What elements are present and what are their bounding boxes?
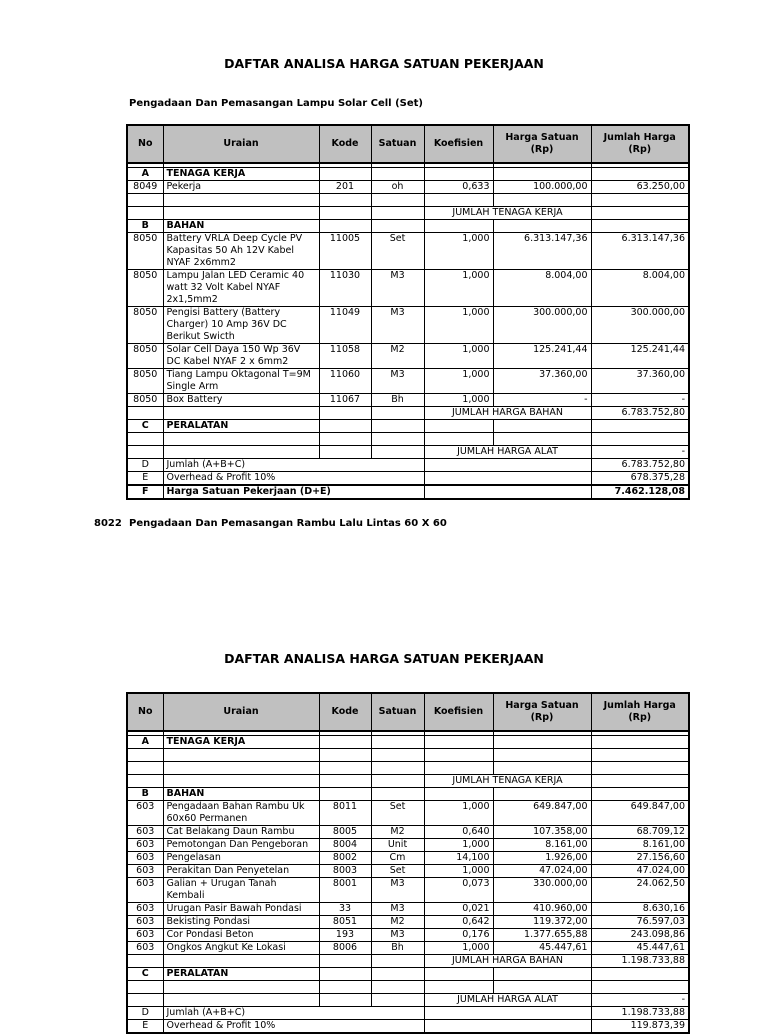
row-jumlah-harga: 27.156,60 xyxy=(591,852,689,865)
row-koefisien: 1,000 xyxy=(424,307,493,344)
row-kode: 11067 xyxy=(319,394,371,407)
subtotal-labor-label: JUMLAH TENAGA KERJA xyxy=(424,775,591,788)
table-row xyxy=(127,307,689,344)
subtotal-material-value: 6.783.752,80 xyxy=(591,407,689,420)
row-jumlah-harga: 68.709,12 xyxy=(591,826,689,839)
row-uraian: Pekerja xyxy=(163,181,319,194)
sheet1-title: DAFTAR ANALISA HARGA SATUAN PEKERJAAN xyxy=(224,56,544,71)
row-harga-satuan: 410.960,00 xyxy=(493,903,591,916)
row-jumlah-harga: 24.062,50 xyxy=(591,878,689,903)
subtotal-material-row xyxy=(127,407,689,420)
table-row xyxy=(127,878,689,903)
row-kode: 201 xyxy=(319,181,371,194)
row-kode: 8005 xyxy=(319,826,371,839)
row-jumlah-harga: 8.630,16 xyxy=(591,903,689,916)
col-header-kode: Kode xyxy=(319,693,371,731)
col-header-no: No xyxy=(127,125,163,163)
total-d-value: 6.783.752,80 xyxy=(591,459,689,472)
section-c-no: C xyxy=(127,420,163,433)
row-koefisien: 14,100 xyxy=(424,852,493,865)
row-koefisien: 0,642 xyxy=(424,916,493,929)
row-jumlah-harga: 649.847,00 xyxy=(591,801,689,826)
table-row xyxy=(127,942,689,955)
sheet2-caption xyxy=(94,518,447,529)
table-row xyxy=(127,394,689,407)
subtotal-labor-row xyxy=(127,775,689,788)
section-a-no: A xyxy=(127,168,163,181)
table-row xyxy=(127,929,689,942)
section-b-row xyxy=(127,220,689,233)
table-row xyxy=(127,344,689,369)
row-jumlah-harga: 45.447,61 xyxy=(591,942,689,955)
section-b-label: BAHAN xyxy=(163,220,319,233)
row-koefisien: 0,073 xyxy=(424,878,493,903)
table-row xyxy=(127,839,689,852)
table-header-row xyxy=(127,693,689,731)
subtotal-equipment-row xyxy=(127,994,689,1007)
row-no: 8050 xyxy=(127,394,163,407)
row-satuan: Bh xyxy=(371,394,424,407)
row-satuan: Bh xyxy=(371,942,424,955)
section-a-row xyxy=(127,168,689,181)
table-header-row xyxy=(127,125,689,163)
total-d-no: D xyxy=(127,459,163,472)
row-kode: 8051 xyxy=(319,916,371,929)
row-jumlah-harga: 76.597,03 xyxy=(591,916,689,929)
row-harga-satuan: 649.847,00 xyxy=(493,801,591,826)
col-header-koefisien: Koefisien xyxy=(424,125,493,163)
row-harga-satuan: 6.313.147,36 xyxy=(493,233,591,270)
row-no: 8050 xyxy=(127,369,163,394)
sheet2-caption-text: Pengadaan Dan Pemasangan Rambu Lalu Lintas 60 X 60 xyxy=(129,518,447,529)
row-kode: 8002 xyxy=(319,852,371,865)
row-uraian: Pengelasan xyxy=(163,852,319,865)
row-satuan: M2 xyxy=(371,826,424,839)
row-no: 8050 xyxy=(127,270,163,307)
row-kode: 11060 xyxy=(319,369,371,394)
row-koefisien: 0,021 xyxy=(424,903,493,916)
section-b-no: B xyxy=(127,220,163,233)
row-kode: 8004 xyxy=(319,839,371,852)
row-uraian: Bekisting Pondasi xyxy=(163,916,319,929)
row-uraian: Urugan Pasir Bawah Pondasi xyxy=(163,903,319,916)
section-c-label: PERALATAN xyxy=(163,968,319,981)
section-a-label: TENAGA KERJA xyxy=(163,168,319,181)
section-a-row xyxy=(127,736,689,749)
table-row xyxy=(127,865,689,878)
row-kode: 11058 xyxy=(319,344,371,369)
col-header-koefisien: Koefisien xyxy=(424,693,493,731)
section-a-label: TENAGA KERJA xyxy=(163,736,319,749)
overhead-e-no: E xyxy=(127,472,163,486)
section-b-row xyxy=(127,788,689,801)
row-no: 603 xyxy=(127,852,163,865)
row-harga-satuan: 1.377.655,88 xyxy=(493,929,591,942)
row-koefisien: 0,176 xyxy=(424,929,493,942)
sheet2-title: DAFTAR ANALISA HARGA SATUAN PEKERJAAN xyxy=(224,651,544,666)
row-koefisien: 1,000 xyxy=(424,344,493,369)
row-no: 603 xyxy=(127,826,163,839)
table-row xyxy=(127,916,689,929)
col-header-jumlah-harga: Jumlah Harga (Rp) xyxy=(591,125,689,163)
row-no: 8050 xyxy=(127,307,163,344)
row-jumlah-harga: 8.161,00 xyxy=(591,839,689,852)
row-no: 8050 xyxy=(127,344,163,369)
row-jumlah-harga: 63.250,00 xyxy=(591,181,689,194)
row-koefisien: 1,000 xyxy=(424,839,493,852)
row-harga-satuan: 100.000,00 xyxy=(493,181,591,194)
overhead-e-row xyxy=(127,472,689,486)
overhead-e-label: Overhead & Profit 10% xyxy=(163,472,424,486)
sheet2-analysis-table xyxy=(126,692,690,1034)
row-koefisien: 1,000 xyxy=(424,942,493,955)
total-d-row xyxy=(127,1007,689,1020)
row-no: 603 xyxy=(127,801,163,826)
table-row xyxy=(127,233,689,270)
col-header-uraian: Uraian xyxy=(163,693,319,731)
row-jumlah-harga: - xyxy=(591,394,689,407)
sheet1-analysis-table xyxy=(126,124,690,500)
total-d-no: D xyxy=(127,1007,163,1020)
row-uraian: Battery VRLA Deep Cycle PV Kapasitas 50 Ah 12V Kabel NYAF 2x6mm2 xyxy=(163,233,319,270)
subtotal-material-label: JUMLAH HARGA BAHAN xyxy=(424,955,591,968)
row-uraian: Solar Cell Daya 150 Wp 36V DC Kabel NYAF 2 x 6mm2 xyxy=(163,344,319,369)
row-koefisien: 0,633 xyxy=(424,181,493,194)
row-koefisien: 0,640 xyxy=(424,826,493,839)
row-no: 603 xyxy=(127,916,163,929)
section-c-row xyxy=(127,968,689,981)
row-uraian: Ongkos Angkut Ke Lokasi xyxy=(163,942,319,955)
table-row xyxy=(127,369,689,394)
overhead-e-label: Overhead & Profit 10% xyxy=(163,1020,424,1034)
col-header-harga-satuan: Harga Satuan (Rp) xyxy=(493,693,591,731)
row-satuan: M2 xyxy=(371,916,424,929)
section-c-no: C xyxy=(127,968,163,981)
row-uraian: Pengadaan Bahan Rambu Uk 60x60 Permanen xyxy=(163,801,319,826)
row-jumlah-harga: 47.024,00 xyxy=(591,865,689,878)
subtotal-material-value: 1.198.733,88 xyxy=(591,955,689,968)
subtotal-material-row xyxy=(127,955,689,968)
table-row xyxy=(127,852,689,865)
row-kode: 11049 xyxy=(319,307,371,344)
row-uraian: Cor Pondasi Beton xyxy=(163,929,319,942)
table-row xyxy=(127,270,689,307)
subtotal-equipment-row xyxy=(127,446,689,459)
section-b-label: BAHAN xyxy=(163,788,319,801)
row-satuan: M3 xyxy=(371,307,424,344)
unit-price-f-no: F xyxy=(127,485,163,499)
col-header-no: No xyxy=(127,693,163,731)
subtotal-equipment-value: - xyxy=(591,994,689,1007)
row-satuan: Set xyxy=(371,801,424,826)
row-satuan: M3 xyxy=(371,929,424,942)
row-kode: 8006 xyxy=(319,942,371,955)
col-header-satuan: Satuan xyxy=(371,125,424,163)
row-uraian: Perakitan Dan Penyetelan xyxy=(163,865,319,878)
total-d-value: 1.198.733,88 xyxy=(591,1007,689,1020)
row-uraian: Lampu Jalan LED Ceramic 40 watt 32 Volt Kabel NYAF 2x1,5mm2 xyxy=(163,270,319,307)
row-harga-satuan: 300.000,00 xyxy=(493,307,591,344)
row-koefisien: 1,000 xyxy=(424,369,493,394)
row-koefisien: 1,000 xyxy=(424,270,493,307)
row-no: 8050 xyxy=(127,233,163,270)
row-kode: 33 xyxy=(319,903,371,916)
unit-price-f-label: Harga Satuan Pekerjaan (D+E) xyxy=(163,485,424,499)
sheet2-caption-code: 8022 xyxy=(94,518,122,529)
overhead-e-no: E xyxy=(127,1020,163,1034)
section-c-label: PERALATAN xyxy=(163,420,319,433)
row-satuan: Unit xyxy=(371,839,424,852)
overhead-e-row xyxy=(127,1020,689,1034)
row-kode: 11030 xyxy=(319,270,371,307)
row-harga-satuan: 107.358,00 xyxy=(493,826,591,839)
row-jumlah-harga: 6.313.147,36 xyxy=(591,233,689,270)
row-jumlah-harga: 8.004,00 xyxy=(591,270,689,307)
row-jumlah-harga: 243.098,86 xyxy=(591,929,689,942)
table-row xyxy=(127,826,689,839)
row-uraian: Cat Belakang Daun Rambu xyxy=(163,826,319,839)
subtotal-equipment-label: JUMLAH HARGA ALAT xyxy=(424,994,591,1007)
row-satuan: M3 xyxy=(371,878,424,903)
total-d-label: Jumlah (A+B+C) xyxy=(163,459,424,472)
row-satuan: M3 xyxy=(371,270,424,307)
col-header-kode: Kode xyxy=(319,125,371,163)
row-uraian: Tiang Lampu Oktagonal T=9M Single Arm xyxy=(163,369,319,394)
row-jumlah-harga: 37.360,00 xyxy=(591,369,689,394)
row-koefisien: 1,000 xyxy=(424,233,493,270)
row-jumlah-harga: 300.000,00 xyxy=(591,307,689,344)
subtotal-labor-row xyxy=(127,207,689,220)
subtotal-equipment-value: - xyxy=(591,446,689,459)
col-header-satuan: Satuan xyxy=(371,693,424,731)
row-no: 603 xyxy=(127,839,163,852)
row-koefisien: 1,000 xyxy=(424,394,493,407)
col-header-jumlah-harga: Jumlah Harga (Rp) xyxy=(591,693,689,731)
row-harga-satuan: 47.024,00 xyxy=(493,865,591,878)
table-row xyxy=(127,801,689,826)
row-satuan: oh xyxy=(371,181,424,194)
section-c-row xyxy=(127,420,689,433)
total-d-row xyxy=(127,459,689,472)
subtotal-equipment-label: JUMLAH HARGA ALAT xyxy=(424,446,591,459)
col-header-uraian: Uraian xyxy=(163,125,319,163)
section-b-no: B xyxy=(127,788,163,801)
table-row xyxy=(127,903,689,916)
row-harga-satuan: - xyxy=(493,394,591,407)
section-a-no: A xyxy=(127,736,163,749)
row-kode: 8001 xyxy=(319,878,371,903)
sheet1-subtitle: Pengadaan Dan Pemasangan Lampu Solar Cell (Set) xyxy=(129,98,423,109)
row-no: 603 xyxy=(127,865,163,878)
row-uraian: Pengisi Battery (Battery Charger) 10 Amp 36V DC Berikut Swicth xyxy=(163,307,319,344)
row-harga-satuan: 119.372,00 xyxy=(493,916,591,929)
row-no: 603 xyxy=(127,878,163,903)
subtotal-material-label: JUMLAH HARGA BAHAN xyxy=(424,407,591,420)
row-harga-satuan: 125.241,44 xyxy=(493,344,591,369)
overhead-e-value: 119.873,39 xyxy=(591,1020,689,1034)
row-kode: 8003 xyxy=(319,865,371,878)
row-koefisien: 1,000 xyxy=(424,801,493,826)
row-harga-satuan: 8.161,00 xyxy=(493,839,591,852)
row-satuan: M3 xyxy=(371,903,424,916)
row-uraian: Pemotongan Dan Pengeboran xyxy=(163,839,319,852)
row-harga-satuan: 37.360,00 xyxy=(493,369,591,394)
row-uraian: Box Battery xyxy=(163,394,319,407)
row-no: 603 xyxy=(127,942,163,955)
row-kode: 11005 xyxy=(319,233,371,270)
row-no: 603 xyxy=(127,929,163,942)
row-satuan: M3 xyxy=(371,369,424,394)
unit-price-f-value: 7.462.128,08 xyxy=(591,485,689,499)
row-no: 8049 xyxy=(127,181,163,194)
row-uraian: Galian + Urugan Tanah Kembali xyxy=(163,878,319,903)
overhead-e-value: 678.375,28 xyxy=(591,472,689,486)
row-kode: 193 xyxy=(319,929,371,942)
row-no: 603 xyxy=(127,903,163,916)
row-koefisien: 1,000 xyxy=(424,865,493,878)
row-harga-satuan: 45.447,61 xyxy=(493,942,591,955)
row-jumlah-harga: 125.241,44 xyxy=(591,344,689,369)
row-harga-satuan: 1.926,00 xyxy=(493,852,591,865)
subtotal-labor-label: JUMLAH TENAGA KERJA xyxy=(424,207,591,220)
row-satuan: Cm xyxy=(371,852,424,865)
row-kode: 8011 xyxy=(319,801,371,826)
total-d-label: Jumlah (A+B+C) xyxy=(163,1007,424,1020)
unit-price-f-row xyxy=(127,485,689,499)
row-satuan: Set xyxy=(371,233,424,270)
row-satuan: M2 xyxy=(371,344,424,369)
row-harga-satuan: 330.000,00 xyxy=(493,878,591,903)
row-harga-satuan: 8.004,00 xyxy=(493,270,591,307)
row-satuan: Set xyxy=(371,865,424,878)
table-row xyxy=(127,181,689,194)
col-header-harga-satuan: Harga Satuan (Rp) xyxy=(493,125,591,163)
